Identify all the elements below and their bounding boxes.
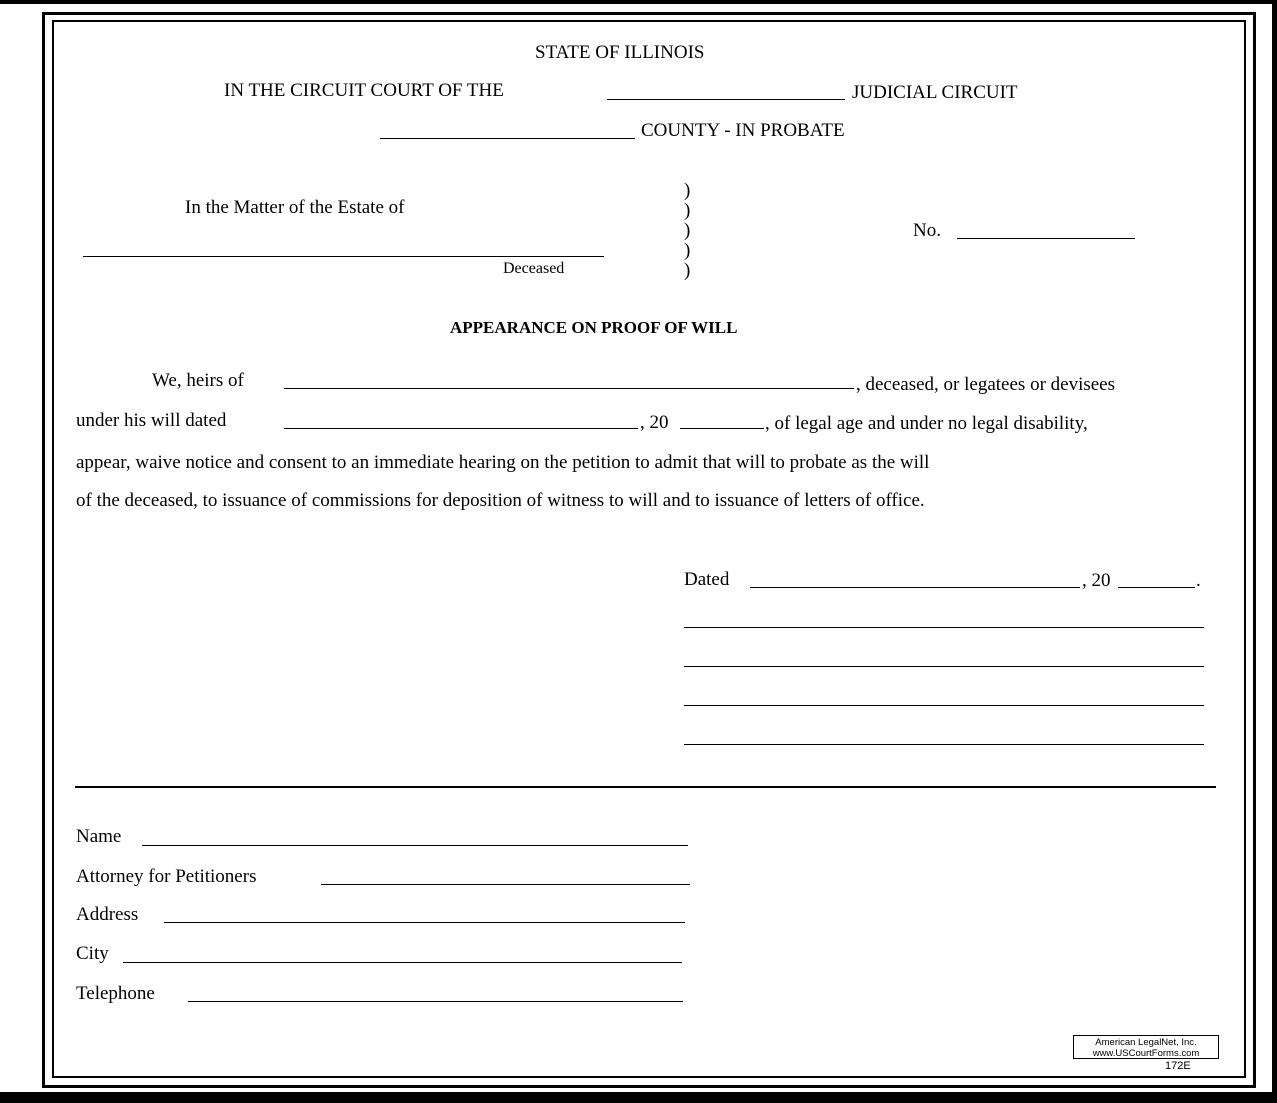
court-prefix: IN THE CIRCUIT COURT OF THE [224,80,504,101]
heirs-prefix: We, heirs of [152,370,244,391]
heirs-of-field[interactable] [284,388,854,389]
dated-year-prefix: , 20 [1082,570,1111,591]
section-divider [75,786,1216,788]
case-number-label: No. [913,220,941,241]
stamp-company: American LegalNet, Inc. [1095,1037,1197,1048]
will-dated-prefix: under his will dated [76,410,227,431]
dated-day-field[interactable] [750,587,1080,588]
case-number-field[interactable] [957,238,1135,239]
document-title: APPEARANCE ON PROOF OF WILL [450,318,738,337]
scan-edge-right [1272,0,1277,1103]
signature-line[interactable] [684,705,1204,706]
inner-border [52,20,1246,1078]
deceased-label: Deceased [503,260,565,277]
address-field[interactable] [164,922,685,923]
dated-period: . [1196,570,1201,591]
caption-paren: ) [684,240,691,261]
body-line-3: appear, waive notice and consent to an immediate hearing on the petition to admit that will to probate as the will [76,452,930,473]
city-field[interactable] [123,962,682,963]
caption-paren: ) [684,200,691,221]
signature-line[interactable] [684,627,1204,628]
attorney-for-label: Attorney for Petitioners [76,866,257,887]
telephone-label: Telephone [76,983,155,1004]
publisher-stamp [1073,1035,1219,1059]
will-year-prefix: , 20 [640,412,669,433]
caption-paren: ) [684,220,691,241]
dated-year-field[interactable] [1118,587,1195,588]
name-field[interactable] [142,845,688,846]
stamp-website: www.USCourtForms.com [1092,1048,1200,1059]
city-label: City [76,943,109,964]
will-dated-suffix: , of legal age and under no legal disability, [765,413,1088,434]
county-suffix: COUNTY - IN PROBATE [641,120,845,141]
estate-matter-label: In the Matter of the Estate of [185,197,405,218]
will-date-field[interactable] [284,428,638,429]
attorney-field[interactable] [321,884,690,885]
body-line-4: of the deceased, to issuance of commissions for deposition of witness to will and to issuance of letters of office. [76,490,925,511]
dated-label: Dated [684,569,730,590]
caption-paren: ) [684,180,691,201]
court-suffix: JUDICIAL CIRCUIT [852,82,1018,103]
signature-line[interactable] [684,744,1204,745]
scan-edge-top [0,0,1277,4]
circuit-field[interactable] [607,99,845,100]
telephone-field[interactable] [188,1001,683,1002]
scan-edge-bottom [0,1092,1277,1103]
heirs-suffix: , deceased, or legatees or devisees [856,374,1116,395]
decedent-name-field[interactable] [83,256,604,257]
signature-line[interactable] [684,666,1204,667]
address-label: Address [76,904,139,925]
state-heading: STATE OF ILLINOIS [535,42,705,63]
caption-paren: ) [684,260,691,281]
county-field[interactable] [380,138,635,139]
form-number: 172E [1165,1060,1191,1072]
will-year-field[interactable] [680,428,764,429]
name-label: Name [76,826,122,847]
